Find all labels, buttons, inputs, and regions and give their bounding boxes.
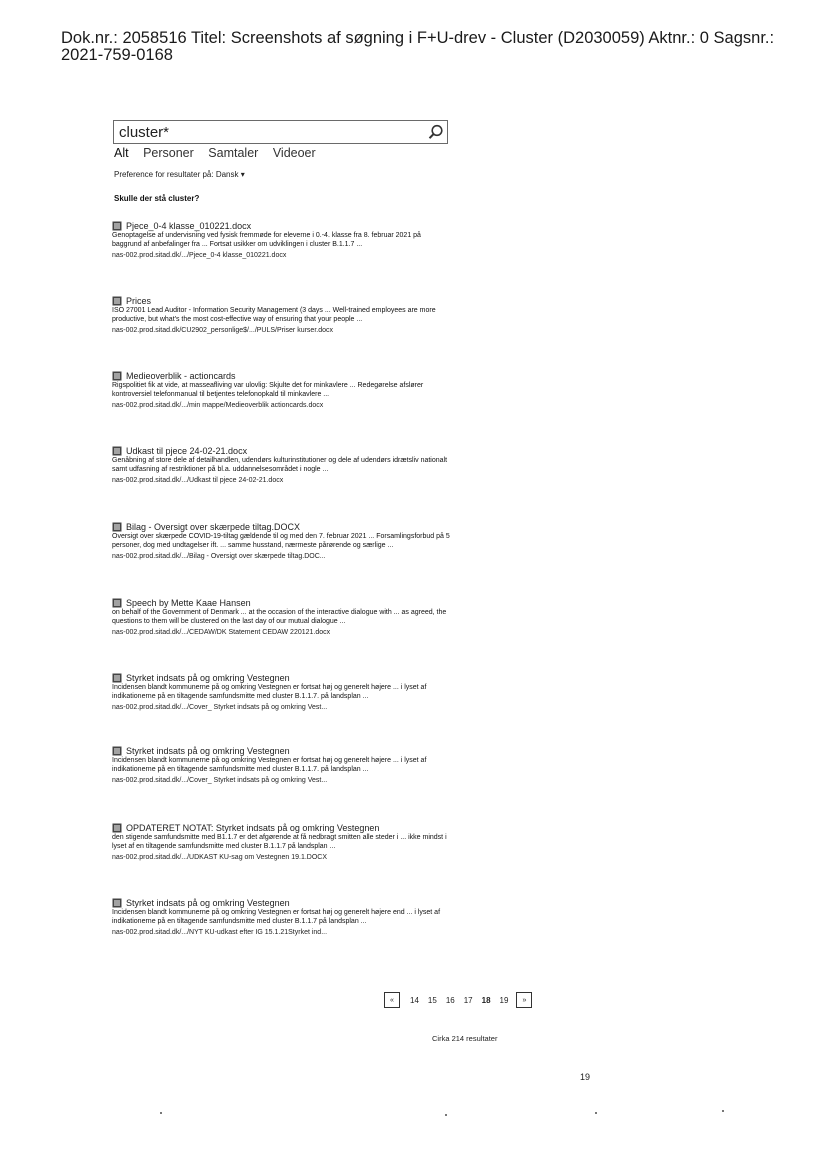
result-url[interactable]: nas-002.prod.sitad.dk/.../CEDAW/DK Statement CEDAW 220121.docx: [112, 628, 331, 636]
word-document-icon: [112, 296, 122, 306]
tab-videos[interactable]: Videoer: [272, 146, 316, 160]
result-title[interactable]: [112, 746, 452, 756]
result-title-text: Styrket indsats på og omkring Vestegnen: [126, 746, 290, 756]
result-title[interactable]: [112, 371, 452, 381]
page-link-14[interactable]: 14: [410, 995, 419, 1005]
result-title[interactable]: [112, 598, 452, 608]
page-link-16[interactable]: 16: [445, 995, 455, 1005]
page-link-18-current[interactable]: 18: [481, 995, 491, 1005]
word-document-icon: [112, 371, 122, 381]
result-url[interactable]: nas-002.prod.sitad.dk/.../Udkast til pjece 24-02-21.docx: [112, 476, 284, 484]
word-document-icon: [112, 823, 122, 833]
search-box: [113, 120, 448, 144]
result-title[interactable]: [112, 221, 452, 231]
word-document-icon: [112, 746, 122, 756]
search-button[interactable]: [427, 123, 445, 141]
word-document-icon: [112, 446, 122, 456]
document-header: Dok.nr.: 2058516 Titel: Screenshots af søgning i F+U-drev - Cluster (D2030059) Aktnr.: 0 Sagsnr.: 2021-759-0168: [61, 29, 775, 64]
result-item: [112, 446, 452, 485]
result-snippet: Incidensen blandt kommunerne på og omkring Vestegnen er fortsat høj og generelt højere ... i lyset af indikationerne på en tiltagende samfundsmitte med cluster B.1.1.7. på landsplan ...: [112, 757, 427, 773]
scan-speck: [445, 1114, 447, 1116]
page-number: 19: [580, 1072, 591, 1082]
result-item: [112, 522, 452, 561]
spelling-suggestion[interactable]: Skulle der stå cluster?: [114, 194, 200, 203]
search-icon: [427, 123, 445, 141]
word-document-icon: [112, 221, 122, 231]
result-url[interactable]: nas-002.prod.sitad.dk/.../min mappe/Medieoverblik actioncards.docx: [112, 401, 324, 409]
result-title[interactable]: [112, 296, 452, 306]
result-count: Cirka 214 resultater: [432, 1034, 498, 1043]
result-title-text: Speech by Mette Kaae Hansen: [126, 598, 251, 608]
tab-people[interactable]: Personer: [143, 146, 194, 160]
result-url[interactable]: nas-002.prod.sitad.dk/.../NYT KU-udkast efter IG 15.1.21Styrket ind...: [112, 928, 328, 936]
result-snippet: Incidensen blandt kommunerne på og omkring Vestegnen er fortsat høj og generelt højere end ... i lyset af indikationerne på en tiltagende samfundsmitte med cluster B.1.1.7 på landsplan ...: [112, 909, 441, 925]
scan-speck: [160, 1112, 162, 1114]
result-item: [112, 823, 452, 862]
result-url[interactable]: nas-002.prod.sitad.dk/.../Cover_ Styrket indsats på og omkring Vest...: [112, 703, 328, 711]
result-title-text: OPDATERET NOTAT: Styrket indsats på og omkring Vestegnen: [126, 823, 380, 833]
result-url[interactable]: nas-002.prod.sitad.dk/.../Pjece_0-4 klasse_010221.docx: [112, 251, 287, 259]
result-item: [112, 898, 452, 937]
scan-speck: [595, 1112, 597, 1114]
search-tabs: [114, 146, 327, 160]
search-input[interactable]: [119, 123, 419, 141]
pagination: [384, 992, 532, 1008]
result-item: [112, 746, 452, 785]
result-title[interactable]: [112, 898, 452, 908]
result-title-text: Prices: [126, 296, 152, 306]
result-item: [112, 371, 452, 410]
result-item: [112, 221, 452, 260]
next-page-button[interactable]: »: [516, 992, 532, 1008]
result-url[interactable]: nas-002.prod.sitad.dk/.../UDKAST KU-sag om Vestegnen 19.1.DOCX: [112, 853, 328, 861]
result-snippet: Rigspolitiet fik at vide, at masseafliving var ulovlig: Skjulte det for minkavlere ... Redegørelse afslører kontroversiel telefonmanual til betjentes telefonopkald til minkavlere ...: [112, 382, 424, 398]
result-item: [112, 296, 452, 335]
word-document-icon: [112, 598, 122, 608]
tab-conversations[interactable]: Samtaler: [208, 146, 259, 160]
result-url[interactable]: nas-002.prod.sitad.dk/.../Bilag - Oversigt over skærpede tiltag.DOC...: [112, 552, 326, 560]
word-document-icon: [112, 898, 122, 908]
result-snippet: Genoptagelse af undervisning ved fysisk fremmøde for eleverne i 0.-4. klasse fra 8. februar 2021 på baggrund af anbefalinger fra ... Fortsat usikker om udviklingen i cluster B.1.1.7 ...: [112, 232, 421, 248]
language-preference[interactable]: Preference for resultater på: Dansk ▾: [114, 170, 245, 179]
page-link-15[interactable]: 15: [427, 995, 437, 1005]
tab-all[interactable]: Alt: [114, 146, 129, 160]
page-link-19[interactable]: 19: [499, 995, 509, 1005]
result-title-text: Styrket indsats på og omkring Vestegnen: [126, 898, 290, 908]
prev-page-button[interactable]: «: [384, 992, 400, 1008]
result-title-text: Medieoverblik - actioncards: [126, 371, 236, 381]
word-document-icon: [112, 673, 122, 683]
result-title-text: Styrket indsats på og omkring Vestegnen: [126, 673, 290, 683]
result-item: [112, 673, 452, 712]
result-url[interactable]: nas-002.prod.sitad.dk/.../Cover_ Styrket indsats på og omkring Vest...: [112, 776, 328, 784]
scan-speck: [722, 1110, 724, 1112]
result-item: [112, 598, 452, 637]
page-link-17[interactable]: 17: [463, 995, 473, 1005]
result-snippet: Incidensen blandt kommunerne på og omkring Vestegnen er fortsat høj og generelt højere ... i lyset af indikationerne på en tiltagende samfundsmitte med cluster B.1.1.7. på landsplan ...: [112, 684, 427, 700]
result-url[interactable]: nas-002.prod.sitad.dk/CU2902_personlige$/.../PULS/Priser kurser.docx: [112, 326, 334, 334]
result-snippet: Genåbning af store dele af detailhandlen, udendørs kulturinstitutioner og dele af udendørs idrætsliv nationalt samt udfasning af restriktioner på bl.a. uddannelsesområdet i nogle ...: [112, 457, 448, 473]
result-title-text: Bilag - Oversigt over skærpede tiltag.DOCX: [126, 522, 301, 532]
result-title-text: Pjece_0-4 klasse_010221.docx: [126, 221, 252, 231]
result-title[interactable]: [112, 673, 452, 683]
result-snippet: den stigende samfundsmitte med B1.1.7 er det afgørende at få nedbragt smitten alle steder i ... ikke mindst i lyset af en tiltagende samfundsmitte med cluster B.1.1.7 på landsplan ...: [112, 834, 447, 850]
result-snippet: on behalf of the Government of Denmark ... at the occasion of the interactive dialogue with ... as agreed, the questions to them will be clustered on the last day of our mutual dialogue ...: [112, 609, 447, 625]
result-title[interactable]: [112, 823, 452, 833]
result-snippet: Oversigt over skærpede COVID-19-tiltag gældende til og med den 7. februar 2021 ... Forsamlingsforbud på 5 personer, dog med undtagelser ift. ... samme husstand, nærmeste pårørende og særlige ...: [112, 533, 450, 549]
result-title[interactable]: [112, 522, 452, 532]
result-title-text: Udkast til pjece 24-02-21.docx: [126, 446, 248, 456]
word-document-icon: [112, 522, 122, 532]
result-title[interactable]: [112, 446, 452, 456]
result-snippet: ISO 27001 Lead Auditor - Information Security Management (3 days ... Well-trained employees are more productive, but what's the most cost-effective way of ensuring that your people ...: [112, 307, 436, 323]
